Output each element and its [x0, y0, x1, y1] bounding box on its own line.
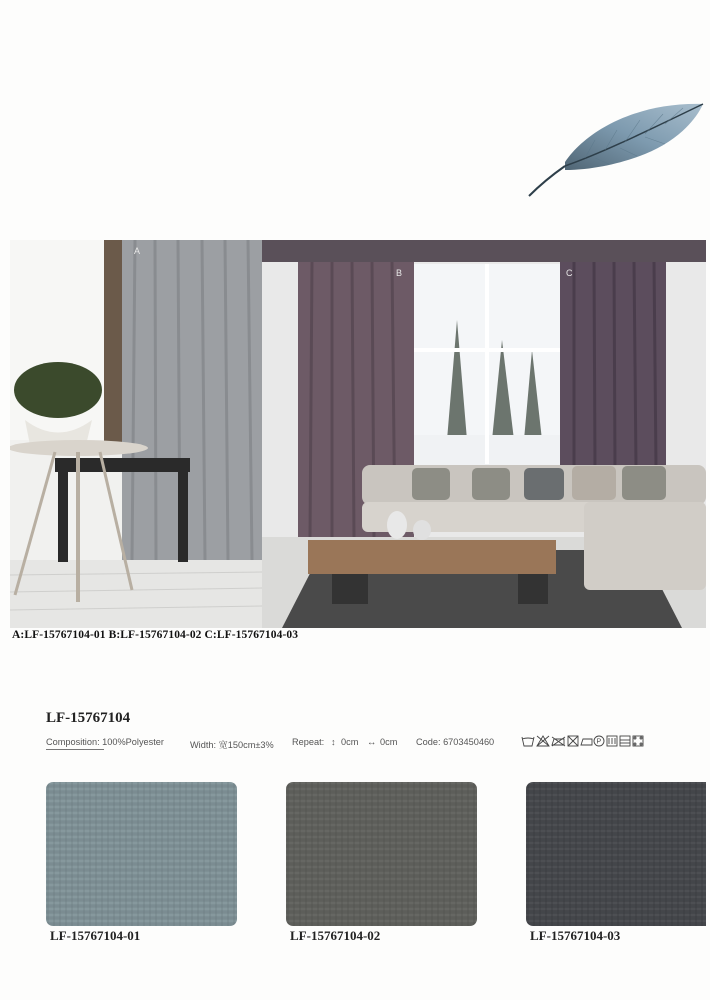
product-title: LF-15767104: [46, 710, 131, 726]
vertical-arrow-icon: ↕: [331, 737, 336, 747]
feather-icon: [525, 92, 710, 202]
photo-caption: A:LF-15767104-01 B:LF-15767104-02 C:LF-15767104-03: [12, 629, 299, 641]
fabric-swatch-03: [526, 782, 706, 926]
composition-text: Composition: 100%Polyester: [46, 737, 164, 747]
swatch-label-02: LF-15767104-02: [290, 928, 381, 943]
interior-photo-bc: [262, 240, 706, 628]
care-symbol-icons: [521, 734, 651, 748]
code-text: Code: 6703450460: [416, 737, 495, 747]
swatch-label-01: LF-15767104-01: [50, 928, 141, 943]
composition-underline: [46, 749, 104, 750]
interior-photo-a: [10, 240, 262, 628]
photo-letter-b: B: [396, 268, 403, 278]
swatch-label-03: LF-15767104-03: [530, 928, 621, 943]
width-text: Width: 宽150cm±3%: [190, 740, 274, 750]
svg-text:P: P: [596, 738, 602, 746]
fabric-swatch-02: [286, 782, 477, 926]
repeat-label: Repeat:: [292, 737, 325, 747]
horizontal-arrow-icon: ↔: [367, 737, 377, 747]
fabric-swatch-01: [46, 782, 237, 926]
repeat-horizontal-value: 0cm: [380, 737, 398, 747]
repeat-vertical-value: 0cm: [341, 737, 359, 747]
photo-letter-a: A: [134, 246, 141, 256]
photo-letter-c: C: [566, 268, 573, 278]
